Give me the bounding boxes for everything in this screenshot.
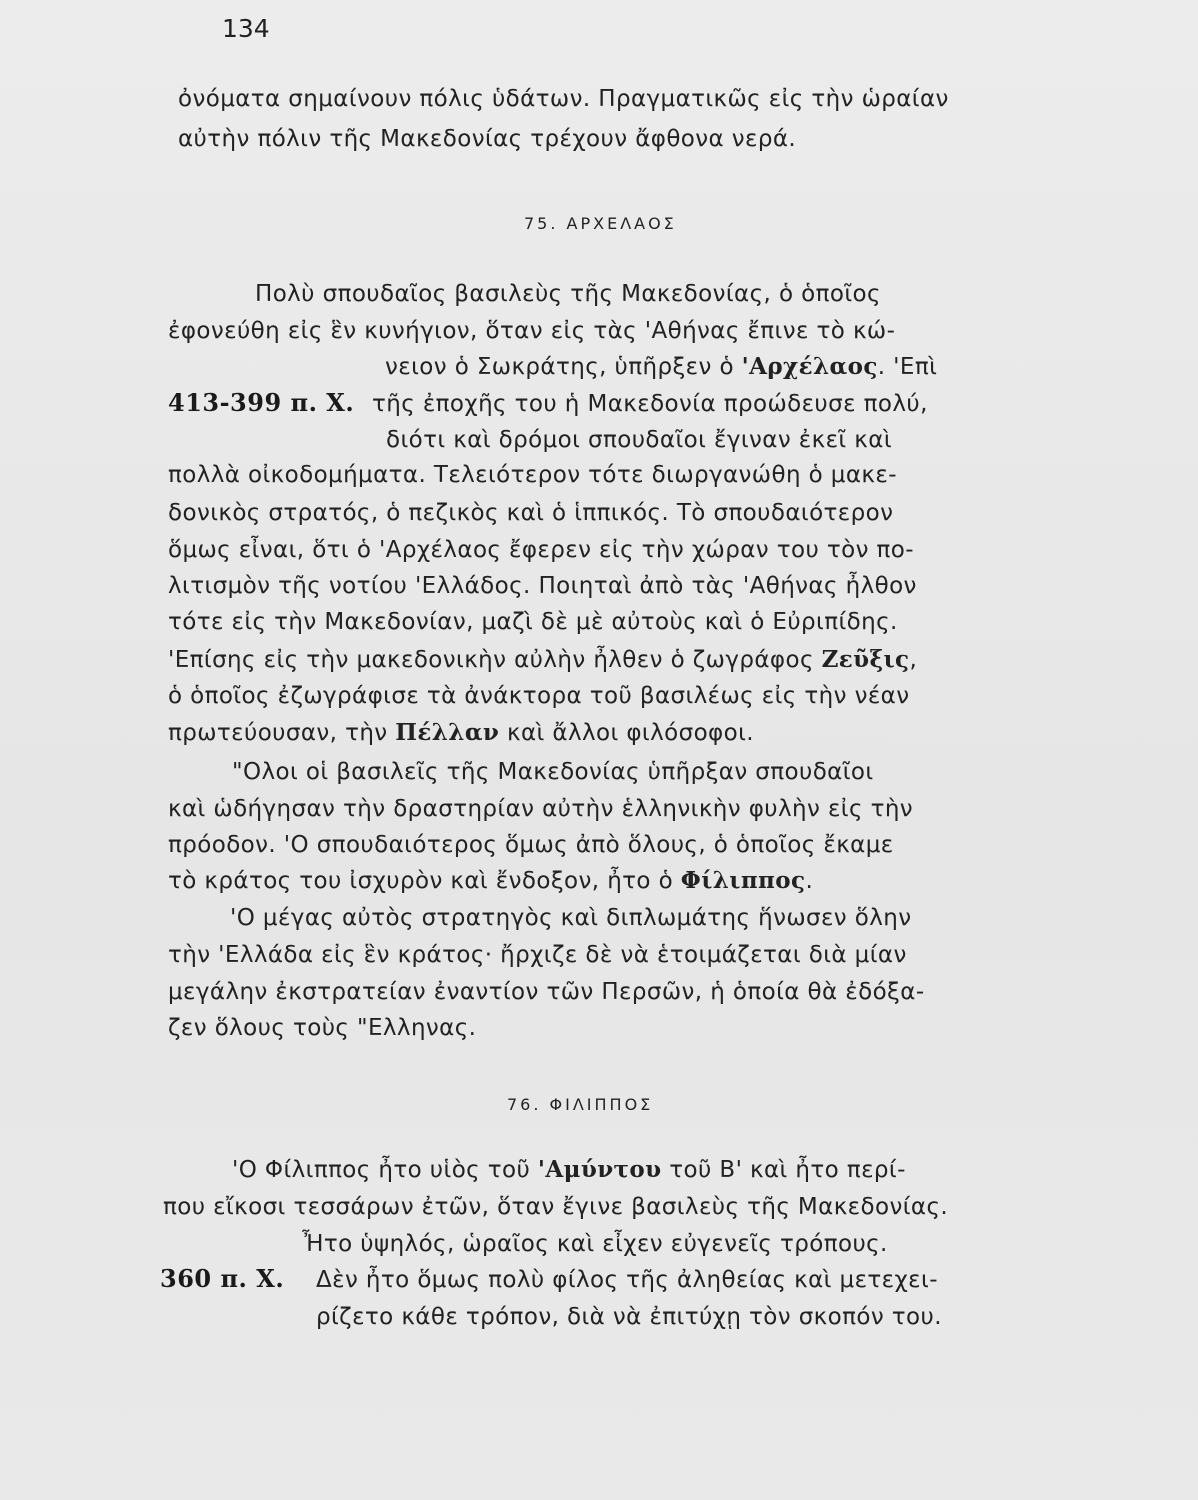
name-amyntas: 'Αμύντου bbox=[537, 1156, 662, 1183]
s75-line-11-tail: , bbox=[909, 647, 918, 673]
name-zeuxis: Ζεῦξις bbox=[821, 646, 910, 673]
s75-line-3-tail: . 'Επὶ bbox=[877, 354, 938, 380]
section-75-heading: 75. ΑΡΧΕΛΑΟΣ bbox=[524, 214, 677, 233]
s76-line-2: που εἴκοσι τεσσάρων ἐτῶν, ὅταν ἔγινε βασιλεὺς τῆς Μακεδονίας. bbox=[163, 1194, 949, 1220]
margin-date-413-399: 413-399 π. Χ. bbox=[168, 388, 355, 417]
intro-line-1: ὀνόματα σημαίνουν πόλις ὑδάτων. Πραγματικῶς εἰς τὴν ὡραίαν bbox=[178, 86, 949, 112]
s75-line-9: λιτισμὸν τῆς νοτίου 'Ελλάδος. Ποιηταὶ ἀπὸ τὰς 'Αθήνας ἦλθον bbox=[168, 573, 917, 599]
s75-line-1: Πολὺ σπουδαῖος βασιλεὺς τῆς Μακεδονίας, ὁ ὁποῖος bbox=[255, 281, 881, 307]
s76-line-1 bbox=[232, 1155, 906, 1185]
s75-line-7: δονικὸς στρατός, ὁ πεζικὸς καὶ ὁ ἱππικός. Τὸ σπουδαιότερον bbox=[168, 500, 894, 526]
s75-line-20: μεγάλην ἐκστρατείαν ἐναντίον τῶν Περσῶν, ἡ ὁποία θὰ ἐδόξα- bbox=[168, 979, 925, 1005]
s76-line-4: Δὲν ἦτο ὅμως πολὺ φίλος τῆς ἀληθείας καὶ μετεχει- bbox=[316, 1267, 938, 1293]
s75-line-13-text: πρωτεύουσαν, τὴν bbox=[168, 720, 396, 746]
s75-line-15: καὶ ὡδήγησαν τὴν δραστηρίαν αὐτὴν ἑλληνικὴν φυλὴν εἰς τὴν bbox=[168, 796, 914, 822]
s76-line-5: ρίζετο κάθε τρόπον, διὰ νὰ ἐπιτύχῃ τὸν σκοπόν του. bbox=[316, 1304, 942, 1330]
s75-line-5: διότι καὶ δρόμοι σπουδαῖοι ἔγιναν ἐκεῖ καὶ bbox=[386, 427, 893, 453]
section-76-heading: 76. ΦΙΛΙΠΠΟΣ bbox=[507, 1095, 654, 1114]
s76-line-1-text: 'Ο Φίλιππος ἦτο υἱὸς τοῦ bbox=[232, 1157, 538, 1183]
s75-line-11-text: 'Επίσης εἰς τὴν μακεδονικὴν αὐλὴν ἦλθεν ὁ ζωγράφος bbox=[168, 647, 822, 673]
s75-line-4: τῆς ἐποχῆς του ἡ Μακεδονία προώδευσε πολύ, bbox=[372, 391, 928, 417]
s75-line-3 bbox=[385, 352, 937, 382]
s75-line-2: ἐφονεύθη εἰς ἓν κυνήγιον, ὅταν εἰς τὰς 'Αθήνας ἔπινε τὸ κώ- bbox=[168, 318, 896, 344]
s75-line-6: πολλὰ οἰκοδομήματα. Τελειότερον τότε διωργανώθη ὁ μακε- bbox=[168, 462, 897, 488]
s75-line-11 bbox=[168, 645, 917, 675]
s75-line-19: τὴν 'Ελλάδα εἰς ἓν κράτος· ἤρχιζε δὲ νὰ ἑτοιμάζεται διὰ μίαν bbox=[168, 942, 907, 968]
name-philippos: Φίλιππος bbox=[680, 867, 806, 894]
s75-line-17-text: τὸ κράτος του ἰσχυρὸν καὶ ἔνδοξον, ἦτο ὁ bbox=[168, 868, 681, 894]
s76-line-3: Ἦτο ὑψηλός, ὡραῖος καὶ εἶχεν εὐγενεῖς τρόπους. bbox=[302, 1231, 888, 1257]
s75-line-13 bbox=[168, 718, 754, 748]
intro-line-2: αὐτὴν πόλιν τῆς Μακεδονίας τρέχουν ἄφθονα νερά. bbox=[178, 126, 797, 152]
s75-line-13-tail: καὶ ἄλλοι φιλόσοφοι. bbox=[499, 720, 754, 746]
s75-line-12: ὁ ὁποῖος ἐζωγράφισε τὰ ἀνάκτορα τοῦ βασιλέως εἰς τὴν νέαν bbox=[168, 683, 910, 709]
s75-line-18: 'Ο μέγας αὐτὸς στρατηγὸς καὶ διπλωμάτης ἥνωσεν ὅλην bbox=[230, 905, 912, 931]
s75-line-21: ζεν ὅλους τοὺς "Ελληνας. bbox=[168, 1015, 477, 1041]
s75-line-8: ὅμως εἶναι, ὅτι ὁ 'Αρχέλαος ἔφερεν εἰς τὴν χώραν του τὸν πο- bbox=[168, 537, 914, 563]
margin-date-360: 360 π. Χ. bbox=[160, 1264, 285, 1293]
name-archelaos: 'Αρχέλαος bbox=[741, 353, 878, 380]
name-pella: Πέλλαν bbox=[395, 719, 500, 746]
s76-line-1-tail: τοῦ Β' καὶ ἦτο περί- bbox=[661, 1157, 906, 1183]
s75-line-3-text: νειον ὁ Σωκράτης, ὑπῆρξεν ὁ bbox=[385, 354, 742, 380]
s75-line-10: τότε εἰς τὴν Μακεδονίαν, μαζὶ δὲ μὲ αὐτοὺς καὶ ὁ Εὐριπίδης. bbox=[168, 609, 898, 635]
page-number: 134 bbox=[222, 14, 270, 43]
s75-line-16: πρόοδον. 'Ο σπουδαιότερος ὅμως ἀπὸ ὅλους, ὁ ὁποῖος ἔκαμε bbox=[168, 832, 894, 858]
s75-line-17 bbox=[168, 866, 813, 896]
s75-line-14: "Ολοι οἱ βασιλεῖς τῆς Μακεδονίας ὑπῆρξαν σπουδαῖοι bbox=[232, 759, 874, 785]
s75-line-17-tail: . bbox=[805, 868, 814, 894]
